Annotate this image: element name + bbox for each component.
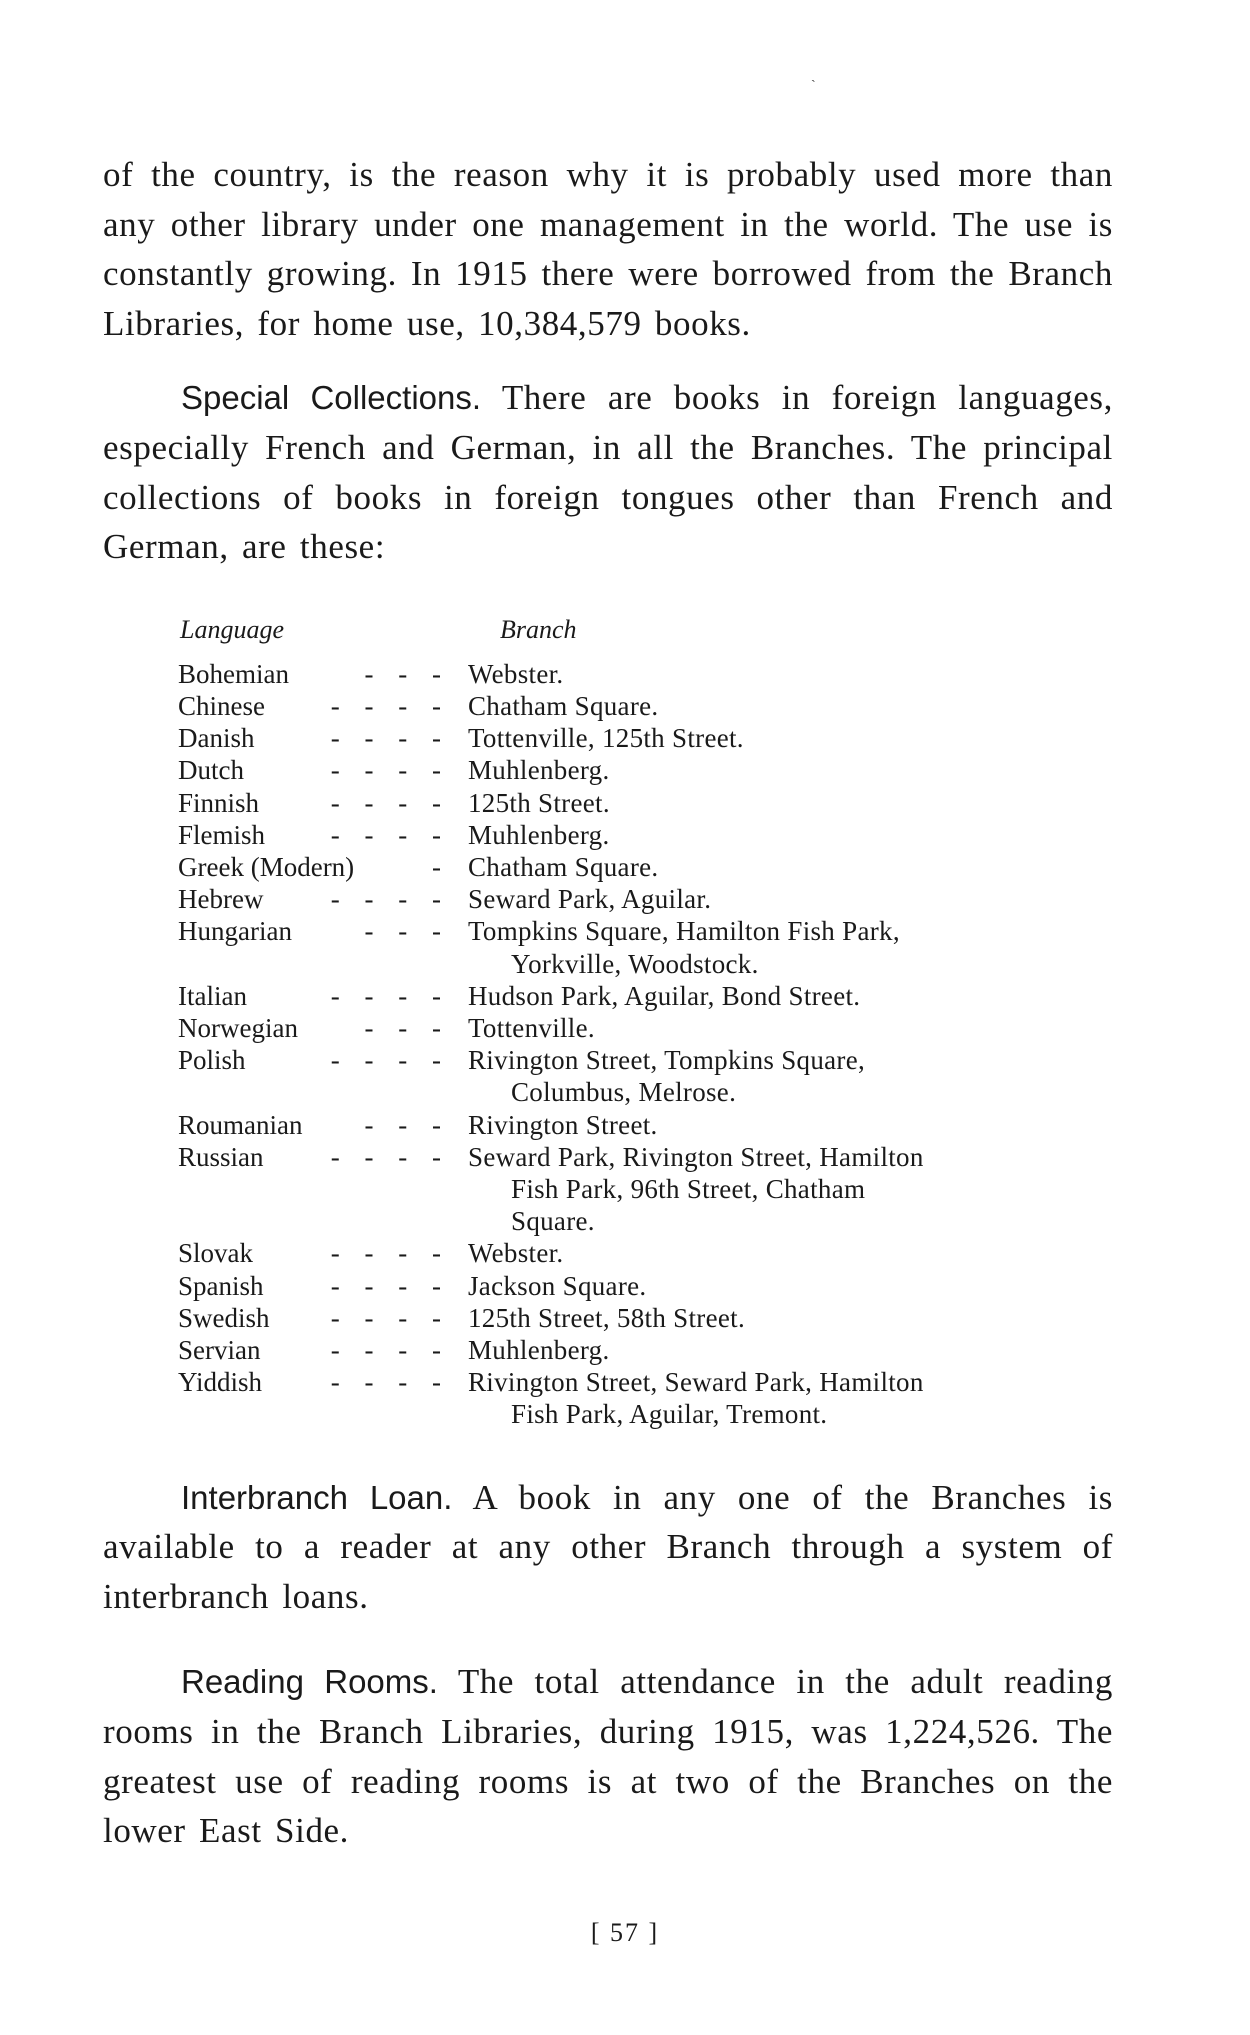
leader-dashes: - - - -: [330, 884, 450, 915]
leader-dashes: - - - -: [330, 723, 450, 754]
branch-cell: [468, 1012, 1068, 1044]
branch-text: Muhlenberg.: [468, 819, 610, 850]
table-row: [178, 722, 1078, 754]
table-row: [178, 883, 1078, 915]
branch-cell: [468, 722, 1068, 754]
branch-text: Chatham Square.: [468, 690, 659, 721]
language-name: Yiddish: [178, 1367, 263, 1398]
header-language: Language: [180, 614, 284, 644]
language-name: Spanish: [178, 1270, 264, 1301]
language-name: Roumanian: [178, 1109, 303, 1140]
language-name: Finnish: [178, 787, 260, 818]
branch-cell: [468, 658, 1068, 690]
branch-text: 125th Street.: [468, 787, 610, 818]
branch-cell: [468, 851, 1068, 883]
table-row: [178, 980, 1078, 1012]
table-row: [178, 819, 1078, 851]
heading-special-collections: Special Collections.: [181, 379, 482, 417]
language-branch-table: [178, 612, 1078, 1431]
text-reading-rooms: The total attendance in the adult reading rooms in the Branch Libraries, during 1915, was 1,224,526. The greatest use of reading rooms is at two of the Branches on the lower East Side.: [103, 1662, 1113, 1851]
branch-text-continued: Fish Park, Aguilar, Tremont.: [511, 1399, 828, 1430]
table-row: [178, 1109, 1078, 1141]
table-row: [178, 754, 1078, 786]
branch-text: Tompkins Square, Hamilton Fish Park,: [468, 916, 900, 947]
branch-cell: [468, 1141, 1068, 1238]
text-interbranch-loan: A book in any one of the Branches is available to a reader at any other Branch through a system of interbranch loans.: [103, 1477, 1114, 1616]
branch-text: Seward Park, Aguilar.: [468, 884, 712, 915]
table-body: [178, 658, 1078, 1431]
leader-dashes: -: [432, 851, 450, 882]
leader-dashes: - - -: [364, 1109, 450, 1140]
leader-dashes: - - - -: [330, 1141, 450, 1172]
leader-dashes: - - - -: [330, 1367, 450, 1398]
branch-text: 125th Street, 58th Street.: [468, 1302, 746, 1333]
branch-cell: [468, 1302, 1068, 1334]
language-name: Hungarian: [178, 916, 292, 947]
table-row: [178, 1334, 1078, 1366]
language-name: Hebrew: [178, 884, 264, 915]
table-row: [178, 1012, 1078, 1044]
branch-cell: [468, 883, 1068, 915]
table-row: [178, 1366, 1078, 1430]
branch-cell: [468, 754, 1068, 786]
leader-dashes: - - - -: [330, 1238, 450, 1269]
branch-text-continued: Fish Park, 96th Street, Chatham: [511, 1174, 866, 1204]
branch-text: Rivington Street, Seward Park, Hamilton: [468, 1367, 924, 1398]
table-row: [178, 915, 1078, 979]
language-cell: [178, 1141, 468, 1238]
language-name: Flemish: [178, 819, 266, 850]
language-name: Dutch: [178, 755, 244, 786]
language-name: Servian: [178, 1335, 261, 1366]
branch-text: Muhlenberg.: [468, 1335, 610, 1366]
branch-text: Rivington Street, Tompkins Square,: [468, 1045, 866, 1076]
branch-cell: [468, 1270, 1068, 1302]
language-cell: [178, 883, 468, 915]
leader-dashes: - - -: [364, 916, 450, 947]
language-name: Italian: [178, 980, 247, 1011]
language-name: Greek (Modern): [178, 851, 355, 882]
leader-dashes: - - -: [364, 658, 450, 689]
paragraph-special-collections: [103, 373, 1113, 571]
language-cell: [178, 1237, 468, 1269]
branch-text: Webster.: [468, 658, 564, 689]
table-header: [178, 612, 1078, 648]
language-cell: [178, 1012, 468, 1044]
table-row: [178, 1302, 1078, 1334]
branch-text: Webster.: [468, 1238, 564, 1269]
branch-text: Jackson Square.: [468, 1270, 647, 1301]
leader-dashes: - - - -: [330, 1335, 450, 1366]
language-cell: [178, 1109, 468, 1141]
leader-dashes: - - - -: [330, 755, 450, 786]
language-name: Bohemian: [178, 658, 289, 689]
branch-cell: [468, 915, 1068, 979]
branch-cell: [468, 1334, 1068, 1366]
language-cell: [178, 1366, 468, 1430]
language-cell: [178, 754, 468, 786]
leader-dashes: - - - -: [330, 819, 450, 850]
branch-text: Tottenville.: [468, 1012, 595, 1043]
language-cell: [178, 1334, 468, 1366]
branch-text: Hudson Park, Aguilar, Bond Street.: [468, 980, 861, 1011]
language-cell: [178, 658, 468, 690]
language-name: Russian: [178, 1141, 264, 1172]
language-name: Swedish: [178, 1302, 270, 1333]
branch-text-continued: Columbus, Melrose.: [511, 1077, 737, 1108]
language-name: Polish: [178, 1045, 246, 1076]
language-cell: [178, 1044, 468, 1108]
table-row: [178, 851, 1078, 883]
language-name: Norwegian: [178, 1012, 298, 1043]
leader-dashes: - - - -: [330, 690, 450, 721]
language-cell: [178, 980, 468, 1012]
paragraph-interbranch-loan: [103, 1473, 1113, 1622]
leader-dashes: - - - -: [330, 980, 450, 1011]
branch-text-continued: Yorkville, Woodstock.: [511, 948, 759, 979]
branch-text: Muhlenberg.: [468, 755, 610, 786]
language-cell: [178, 1270, 468, 1302]
table-row: [178, 787, 1078, 819]
branch-cell: [468, 980, 1068, 1012]
branch-cell: [468, 1237, 1068, 1269]
branch-cell: [468, 1044, 1068, 1108]
branch-cell: [468, 690, 1068, 722]
language-cell: [178, 690, 468, 722]
language-cell: [178, 915, 468, 979]
table-row: [178, 658, 1078, 690]
paragraph-reading-rooms: [103, 1657, 1113, 1855]
stray-mark: ˎ: [811, 68, 816, 83]
branch-cell: [468, 819, 1068, 851]
language-cell: [178, 819, 468, 851]
leader-dashes: - - - -: [330, 1302, 450, 1333]
leader-dashes: - - - -: [330, 1045, 450, 1076]
branch-text: Rivington Street.: [468, 1109, 658, 1140]
table-row: [178, 1237, 1078, 1269]
branch-text: Tottenville, 125th Street.: [468, 723, 744, 754]
page-number: [ 57 ]: [590, 1918, 660, 1947]
language-cell: [178, 851, 468, 883]
language-cell: [178, 787, 468, 819]
heading-reading-rooms: Reading Rooms.: [181, 1663, 438, 1701]
table-row: [178, 1141, 1078, 1238]
branch-cell: [468, 787, 1068, 819]
page-body: [103, 150, 1113, 1856]
table-row: [178, 690, 1078, 722]
table-row: [178, 1044, 1078, 1108]
header-branch: Branch: [500, 614, 577, 644]
branch-cell: [468, 1366, 1068, 1430]
text-special-collections: There are books in foreign languages, especially French and German, in all the Branches. The principal collections of books in foreign tongues other than French and German, are these:: [103, 378, 1114, 567]
language-cell: [178, 1302, 468, 1334]
branch-text: Seward Park, Rivington Street, Hamilton: [468, 1141, 924, 1172]
branch-text-continued: Square.: [511, 1206, 595, 1237]
leader-dashes: - - -: [364, 1012, 450, 1043]
language-cell: [178, 722, 468, 754]
language-name: Slovak: [178, 1238, 254, 1269]
leader-dashes: - - - -: [330, 787, 450, 818]
branch-text: Chatham Square.: [468, 851, 659, 882]
paragraph-intro: of the country, is the reason why it is probably used more than any other library under one management in the world. The use is constantly growing. In 1915 there were borrowed from the Branch Libraries, for home use, 10,384,579 books.: [103, 155, 1113, 343]
heading-interbranch-loan: Interbranch Loan.: [181, 1478, 453, 1516]
language-name: Chinese: [178, 690, 265, 721]
table-row: [178, 1270, 1078, 1302]
branch-cell: [468, 1109, 1068, 1141]
language-name: Danish: [178, 723, 255, 754]
leader-dashes: - - - -: [330, 1270, 450, 1301]
